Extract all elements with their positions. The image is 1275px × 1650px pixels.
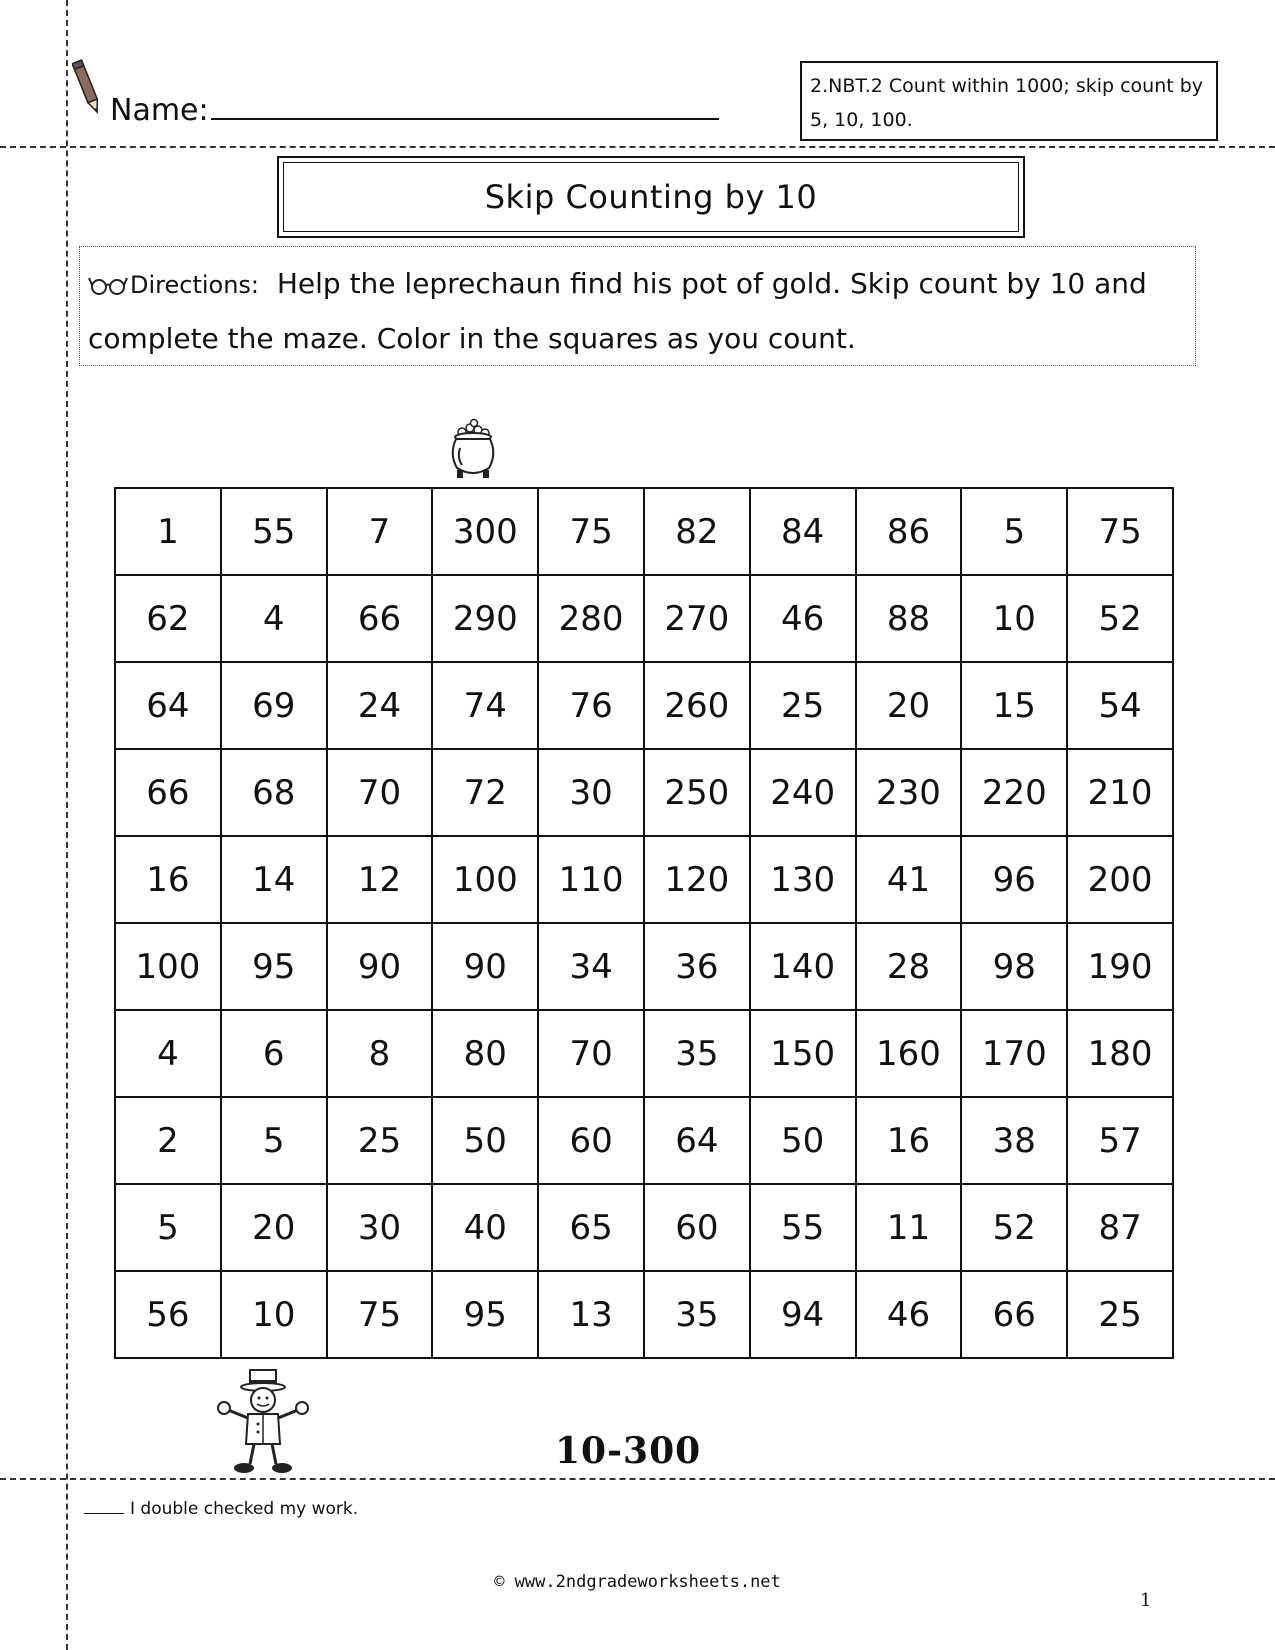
grid-cell[interactable]: 82 (644, 488, 750, 575)
grid-row (115, 1097, 1173, 1184)
grid-cell[interactable]: 150 (750, 1010, 856, 1097)
grid-row (115, 836, 1173, 923)
grid-cell[interactable]: 46 (750, 575, 856, 662)
grid-cell[interactable]: 300 (432, 488, 538, 575)
grid-cell[interactable]: 94 (750, 1271, 856, 1358)
grid-cell[interactable]: 16 (115, 836, 221, 923)
grid-cell[interactable]: 66 (115, 749, 221, 836)
grid-cell[interactable]: 20 (856, 662, 962, 749)
grid-cell[interactable]: 46 (856, 1271, 962, 1358)
grid-cell[interactable]: 1 (115, 488, 221, 575)
grid-cell[interactable]: 84 (750, 488, 856, 575)
grid-cell[interactable]: 95 (432, 1271, 538, 1358)
grid-cell[interactable]: 160 (856, 1010, 962, 1097)
pencil-icon (72, 56, 102, 118)
glasses-icon (88, 274, 128, 296)
grid-cell[interactable]: 75 (1067, 488, 1173, 575)
grid-cell[interactable]: 62 (115, 575, 221, 662)
grid-cell[interactable]: 240 (750, 749, 856, 836)
grid-cell[interactable]: 34 (538, 923, 644, 1010)
grid-cell[interactable]: 280 (538, 575, 644, 662)
grid-cell[interactable]: 55 (750, 1184, 856, 1271)
grid-cell[interactable]: 5 (221, 1097, 327, 1184)
grid-row (115, 488, 1173, 575)
grid-row (115, 662, 1173, 749)
grid-cell[interactable]: 200 (1067, 836, 1173, 923)
grid-cell[interactable]: 52 (1067, 575, 1173, 662)
grid-cell[interactable]: 15 (961, 662, 1067, 749)
grid-cell[interactable]: 90 (327, 923, 433, 1010)
grid-cell[interactable]: 76 (538, 662, 644, 749)
grid-cell[interactable]: 14 (221, 836, 327, 923)
grid-cell[interactable]: 60 (644, 1184, 750, 1271)
pot-of-gold-icon (447, 418, 499, 484)
grid-cell[interactable]: 25 (1067, 1271, 1173, 1358)
grid-cell[interactable]: 56 (115, 1271, 221, 1358)
grid-cell[interactable]: 120 (644, 836, 750, 923)
grid-cell[interactable]: 55 (221, 488, 327, 575)
grid-row (115, 1271, 1173, 1358)
grid-cell[interactable]: 75 (327, 1271, 433, 1358)
grid-cell[interactable]: 180 (1067, 1010, 1173, 1097)
page-number: 1 (1140, 1590, 1152, 1611)
grid-cell[interactable]: 25 (327, 1097, 433, 1184)
grid-cell[interactable]: 10 (961, 575, 1067, 662)
grid-cell[interactable]: 69 (221, 662, 327, 749)
grid-cell[interactable]: 170 (961, 1010, 1067, 1097)
bottom-guide-line (0, 1478, 1275, 1480)
grid-cell[interactable]: 50 (432, 1097, 538, 1184)
check-blank[interactable] (84, 1513, 124, 1514)
grid-cell[interactable]: 24 (327, 662, 433, 749)
grid-cell[interactable]: 11 (856, 1184, 962, 1271)
directions-box (79, 246, 1196, 366)
check-text: I double checked my work. (130, 1499, 359, 1519)
directions-label: Directions: (130, 271, 260, 299)
grid-cell[interactable]: 60 (538, 1097, 644, 1184)
grid-cell[interactable]: 57 (1067, 1097, 1173, 1184)
grid-cell[interactable]: 75 (538, 488, 644, 575)
grid-cell[interactable]: 98 (961, 923, 1067, 1010)
grid-cell[interactable]: 96 (961, 836, 1067, 923)
grid-cell[interactable]: 64 (644, 1097, 750, 1184)
grid-cell[interactable]: 87 (1067, 1184, 1173, 1271)
page-title: Skip Counting by 10 (283, 162, 1019, 232)
maze-grid (114, 487, 1174, 1359)
grid-cell[interactable]: 2 (115, 1097, 221, 1184)
grid-cell[interactable]: 38 (961, 1097, 1067, 1184)
grid-cell[interactable]: 220 (961, 749, 1067, 836)
grid-cell[interactable]: 8 (327, 1010, 433, 1097)
double-check-line (84, 1499, 358, 1519)
grid-cell[interactable]: 95 (221, 923, 327, 1010)
grid-cell[interactable]: 54 (1067, 662, 1173, 749)
directions-text: Help the leprechaun find his pot of gold. Skip count by 10 and complete the maze. Color in the squares as you count. (88, 267, 1147, 355)
grid-cell[interactable]: 35 (644, 1271, 750, 1358)
grid-cell[interactable]: 20 (221, 1184, 327, 1271)
grid-cell[interactable]: 140 (750, 923, 856, 1010)
leprechaun-icon (210, 1368, 316, 1480)
grid-cell[interactable]: 110 (538, 836, 644, 923)
grid-row (115, 575, 1173, 662)
margin-guide-line (66, 0, 68, 1650)
grid-cell[interactable]: 36 (644, 923, 750, 1010)
grid-cell[interactable]: 290 (432, 575, 538, 662)
grid-cell[interactable]: 88 (856, 575, 962, 662)
grid-cell[interactable]: 4 (221, 575, 327, 662)
grid-cell[interactable]: 40 (432, 1184, 538, 1271)
range-label: 10-300 (555, 1430, 702, 1472)
grid-cell[interactable]: 35 (644, 1010, 750, 1097)
grid-cell[interactable]: 4 (115, 1010, 221, 1097)
grid-cell[interactable]: 74 (432, 662, 538, 749)
grid-cell[interactable]: 41 (856, 836, 962, 923)
name-label: Name: (110, 93, 209, 128)
grid-cell[interactable]: 7 (327, 488, 433, 575)
grid-row (115, 749, 1173, 836)
grid-cell[interactable]: 270 (644, 575, 750, 662)
grid-cell[interactable]: 130 (750, 836, 856, 923)
grid-row (115, 923, 1173, 1010)
grid-cell[interactable]: 70 (538, 1010, 644, 1097)
grid-cell[interactable]: 66 (961, 1271, 1067, 1358)
grid-cell[interactable]: 100 (115, 923, 221, 1010)
grid-cell[interactable]: 72 (432, 749, 538, 836)
grid-cell[interactable]: 30 (327, 1184, 433, 1271)
top-guide-line (0, 146, 1275, 148)
grid-cell[interactable]: 230 (856, 749, 962, 836)
grid-cell[interactable]: 65 (538, 1184, 644, 1271)
grid-cell[interactable]: 5 (115, 1184, 221, 1271)
grid-cell[interactable]: 80 (432, 1010, 538, 1097)
grid-cell[interactable]: 12 (327, 836, 433, 923)
grid-cell[interactable]: 210 (1067, 749, 1173, 836)
grid-cell[interactable]: 100 (432, 836, 538, 923)
grid-cell[interactable]: 52 (961, 1184, 1067, 1271)
grid-cell[interactable]: 25 (750, 662, 856, 749)
grid-cell[interactable]: 10 (221, 1271, 327, 1358)
standard-box: 2.NBT.2 Count within 1000; skip count by 5, 10, 100. (800, 61, 1218, 141)
grid-cell[interactable]: 66 (327, 575, 433, 662)
grid-cell[interactable]: 13 (538, 1271, 644, 1358)
grid-cell[interactable]: 28 (856, 923, 962, 1010)
grid-cell[interactable]: 86 (856, 488, 962, 575)
name-field[interactable] (110, 88, 719, 128)
grid-cell[interactable]: 64 (115, 662, 221, 749)
grid-cell[interactable]: 5 (961, 488, 1067, 575)
grid-cell[interactable]: 68 (221, 749, 327, 836)
grid-cell[interactable]: 190 (1067, 923, 1173, 1010)
footer-copyright: © www.2ndgradeworksheets.net (494, 1572, 781, 1592)
grid-row (115, 1010, 1173, 1097)
grid-row (115, 1184, 1173, 1271)
grid-cell[interactable]: 6 (221, 1010, 327, 1097)
grid-cell[interactable]: 70 (327, 749, 433, 836)
grid-cell[interactable]: 50 (750, 1097, 856, 1184)
grid-cell[interactable]: 30 (538, 749, 644, 836)
name-line[interactable] (211, 88, 719, 120)
grid-cell[interactable]: 250 (644, 749, 750, 836)
grid-cell[interactable]: 16 (856, 1097, 962, 1184)
title-box (277, 156, 1025, 238)
grid-cell[interactable]: 90 (432, 923, 538, 1010)
grid-cell[interactable]: 260 (644, 662, 750, 749)
